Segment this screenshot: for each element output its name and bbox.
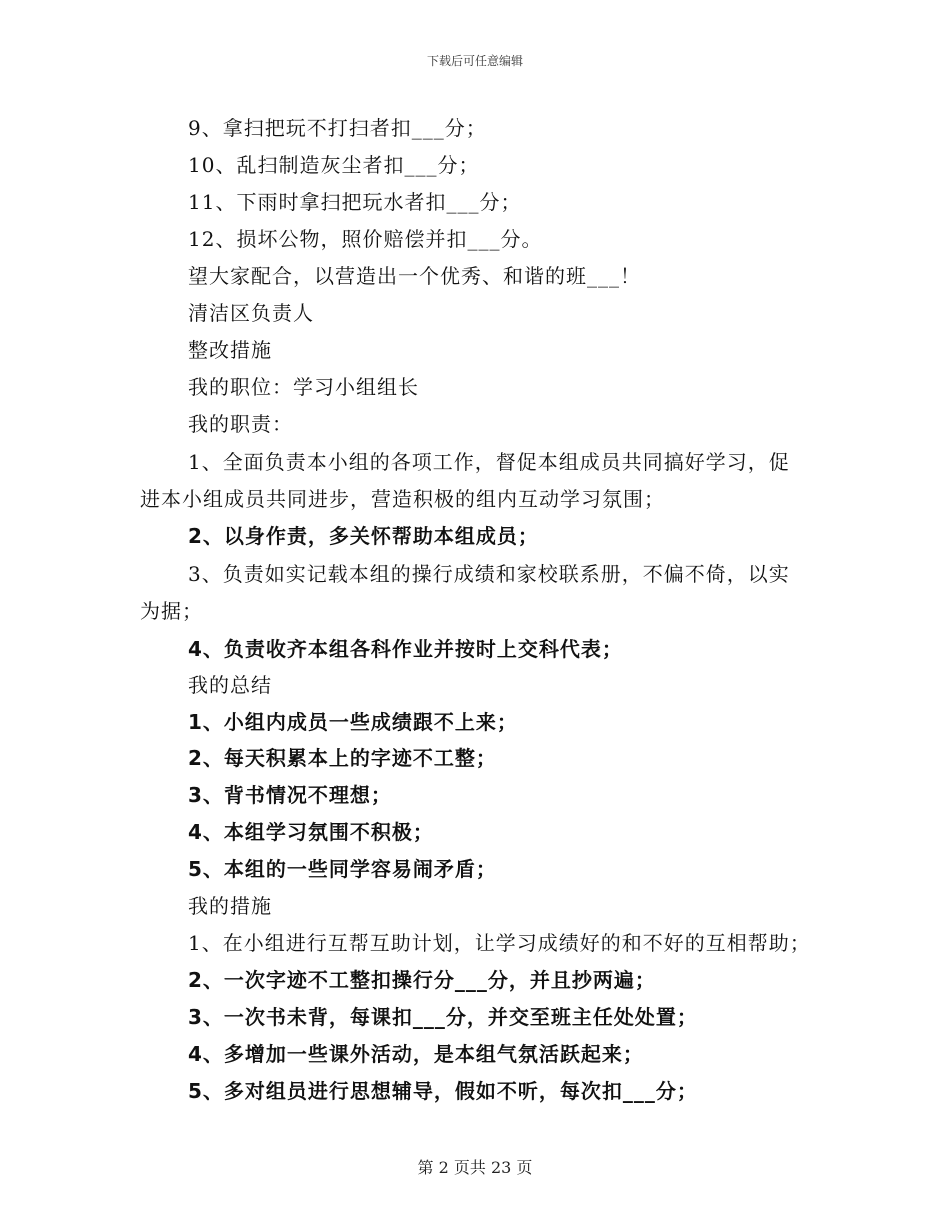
text-line: 3、一次书未背，每课扣___分，并交至班主任处处置； <box>188 1005 698 1029</box>
section-heading: 我的总结 <box>188 673 272 697</box>
text-line: 11、下雨时拿扫把玩水者扣___分； <box>188 190 522 214</box>
text-line: 我的职位：学习小组组长 <box>188 375 419 399</box>
text-line: 望大家配合，以营造出一个优秀、和谐的班___！ <box>188 264 641 288</box>
text-line: 进本小组成员共同进步，营造积极的组内互动学习氛围； <box>140 487 665 511</box>
text-line: 1、全面负责本小组的各项工作，督促本组成员共同搞好学习，促 <box>188 450 790 474</box>
page-footer: 第 2 页共 23 页 <box>417 1158 533 1177</box>
text-line: 我的职责： <box>188 412 293 436</box>
section-heading: 整改措施 <box>188 338 272 362</box>
text-line: 5、多对组员进行思想辅导，假如不听，每次扣___分； <box>188 1079 698 1103</box>
text-line: 为据； <box>140 599 203 623</box>
text-line: 3、背书情况不理想； <box>188 783 392 807</box>
text-line: 4、多增加一些课外活动，是本组气氛活跃起来； <box>188 1042 644 1066</box>
text-line: 清洁区负责人 <box>188 301 314 325</box>
text-line: 4、本组学习氛围不积极； <box>188 820 434 844</box>
text-line: 4、负责收齐本组各科作业并按时上交科代表； <box>188 637 623 661</box>
text-line: 5、本组的一些同学容易闹矛盾； <box>188 857 497 881</box>
text-line: 12、损坏公物，照价赔偿并扣___分。 <box>188 227 543 251</box>
text-line: 2、以身作责，多关怀帮助本组成员； <box>188 524 539 548</box>
text-line: 10、乱扫制造灰尘者扣___分； <box>188 153 480 177</box>
text-line: 2、一次字迹不工整扣操行分___分，并且抄两遍； <box>188 968 656 992</box>
text-line: 2、每天积累本上的字迹不工整； <box>188 746 497 770</box>
text-line: 1、在小组进行互帮互助计划，让学习成绩好的和不好的互相帮助； <box>188 931 811 955</box>
section-heading: 我的措施 <box>188 894 272 918</box>
text-line: 9、拿扫把玩不打扫者扣___分； <box>188 116 487 140</box>
text-line: 1、小组内成员一些成绩跟不上来； <box>188 710 518 734</box>
text-line: 3、负责如实记载本组的操行成绩和家校联系册，不偏不倚，以实 <box>188 562 790 586</box>
page-header: 下载后可任意编辑 <box>426 54 523 68</box>
